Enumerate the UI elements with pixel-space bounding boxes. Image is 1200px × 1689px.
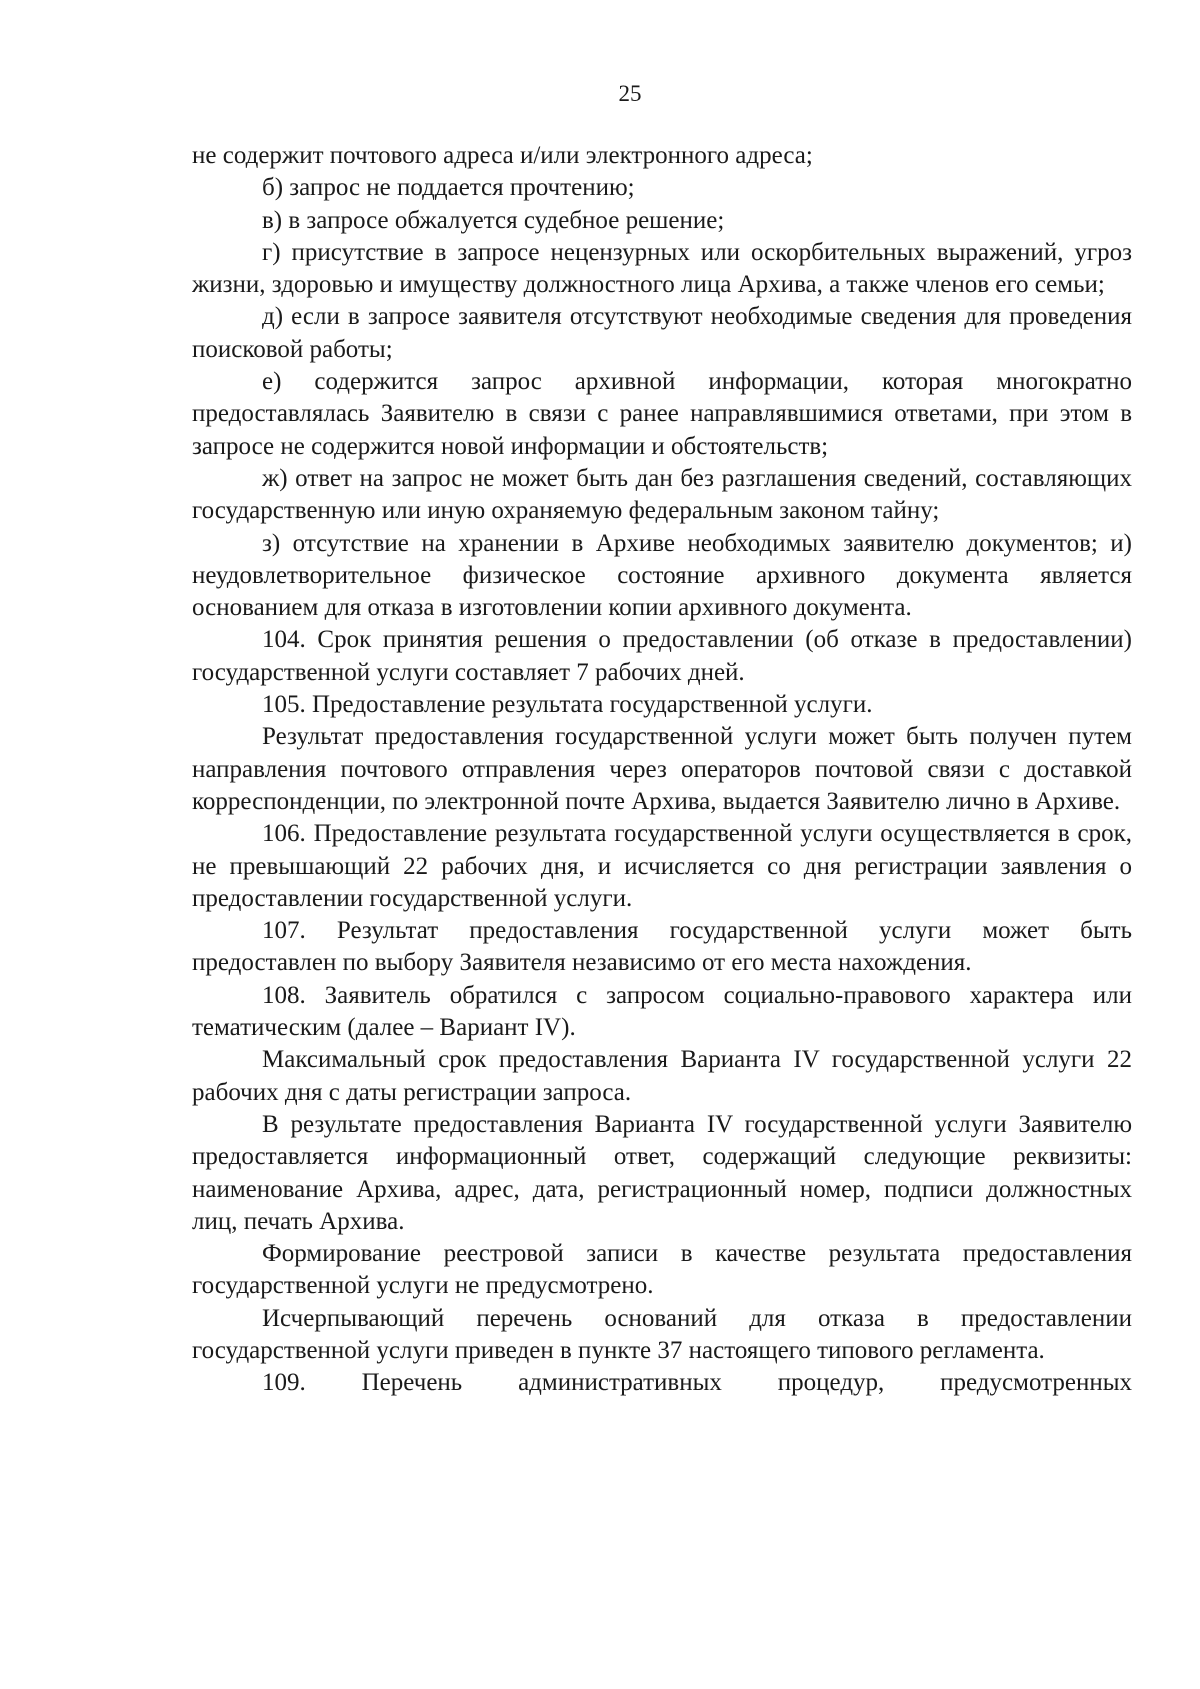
- paragraph-item-b: б) запрос не поддается прочтению;: [262, 174, 635, 202]
- paragraph-104: 104. Срок принятия решения о предоставлении (об отказе в предоставлении) государственной услуги составляет 7 рабочих дней.: [192, 626, 1132, 686]
- paragraph-item-z: з) отсутствие на хранении в Архиве необходимых заявителю документов; и) неудовлетворительное физическое состояние архивного документа является основанием для отказа в изготовлении копии архивного документа.: [192, 529, 1132, 622]
- paragraph-item-d: д) если в запросе заявителя отсутствуют необходимые сведения для проведения поисковой работы;: [192, 303, 1132, 363]
- paragraph-108-result: В результате предоставления Варианта IV государственной услуги Заявителю предоставляется информационный ответ, содержащий следующие реквизиты: наименование Архива, адрес, дата, регистрационный номер, подписи должностных лиц, печать Архива.: [192, 1110, 1132, 1235]
- document-body: [192, 140, 1132, 1400]
- paragraph-108-registry: Формирование реестровой записи в качестве результата предоставления государственной услуги не предусмотрено.: [192, 1240, 1132, 1300]
- paragraph-108: 108. Заявитель обратился с запросом социально-правового характера или тематическим (далее – Вариант IV).: [192, 981, 1132, 1042]
- paragraph-105-result: Результат предоставления государственной услуги может быть получен путем направления почтового отправления через операторов почтовой связи с доставкой корреспонденции, по электронной почте Архива, выдается Заявителю лично в Архиве.: [192, 723, 1132, 815]
- paragraph-continuation: не содержит почтового адреса и/или электронного адреса;: [192, 142, 813, 169]
- paragraph-item-e: е) содержится запрос архивной информации, которая многократно предоставлялась Заявителю в связи с ранее направлявшимися ответами, при этом в запросе не содержится новой информации и обстоятельств;: [192, 368, 1132, 460]
- paragraph-item-v: в) в запросе обжалуется судебное решение;: [262, 206, 725, 234]
- paragraph-109: 109. Перечень административных процедур, предусмотренных: [262, 1369, 1132, 1397]
- paragraph-108-max-term: Максимальный срок предоставления Варианта IV государственной услуги 22 рабочих дня с даты регистрации запроса.: [192, 1046, 1132, 1106]
- paragraph-106: 106. Предоставление результата государственной услуги осуществляется в срок, не превышающий 22 рабочих дня, и исчисляется со дня регистрации заявления о предоставлении государственной услуги.: [192, 820, 1132, 912]
- paragraph-107: 107. Результат предоставления государственной услуги может быть предоставлен по выбору Заявителя независимо от его места нахождения.: [192, 917, 1132, 977]
- page-number: 25: [618, 81, 642, 106]
- paragraph-105: 105. Предоставление результата государственной услуги.: [262, 691, 873, 719]
- paragraph-108-refusal-grounds: Исчерпывающий перечень оснований для отказа в предоставлении государственной услуги приведен в пункте 37 настоящего типового регламента.: [192, 1304, 1132, 1364]
- paragraph-item-g: г) присутствие в запросе нецензурных или оскорбительных выражений, угроз жизни, здоровью и имуществу должностного лица Архива, а также членов его семьи;: [192, 238, 1132, 299]
- paragraph-item-zh: ж) ответ на запрос не может быть дан без разглашения сведений, составляющих государственную или иную охраняемую федеральным законом тайну;: [192, 464, 1132, 525]
